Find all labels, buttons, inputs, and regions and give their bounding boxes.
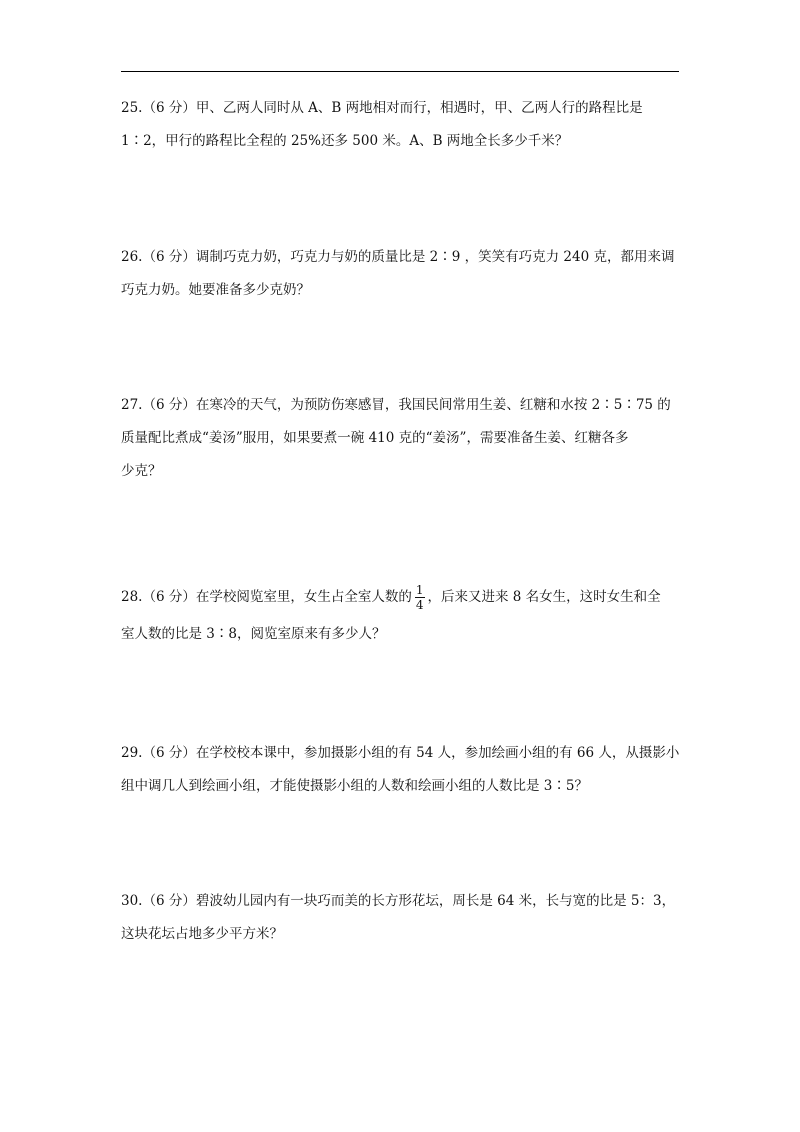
question-25-line-2: 1∶2，甲行的路程比全程的 25%还多 500 米。A、B 两地全长多少千米？: [121, 133, 569, 149]
question-29-line-2: 组中调几人到绘画小组，才能使摄影小组的人数和绘画小组的人数比是 3∶5？: [121, 778, 588, 794]
question-28-line-2: 室人数的比是 3∶8，阅览室原来有多少人？: [121, 626, 386, 642]
question-27-line-1: 27.（6 分）在寒冷的天气，为预防伤寒感冒，我国民间常用生姜、红糖和水按 2∶5∶75 的: [121, 397, 671, 413]
question-28-text-before-fraction: 28.（6 分）在学校阅览室里，女生占全室人数的: [121, 589, 412, 605]
question-26-line-1: 26.（6 分）调制巧克力奶，巧克力与奶的质量比是 2∶9 ，笑笑有巧克力 240 克，都用来调: [121, 249, 675, 265]
question-27-line-3: 少克？: [121, 463, 162, 479]
fraction-denominator: 4: [415, 598, 424, 612]
question-30-line-2: 这块花坛占地多少平方米？: [121, 926, 283, 942]
question-29-line-1: 29.（6 分）在学校校本课中，参加摄影小组的有 54 人，参加绘画小组的有 66 人，从摄影小: [121, 745, 680, 761]
fraction-numerator: 1: [415, 583, 424, 597]
question-28-line-1: [121, 583, 661, 612]
header-rule: [121, 71, 679, 72]
question-25-line-1: 25.（6 分）甲、乙两人同时从 A、B 两地相对而行，相遇时，甲、乙两人行的路程比是: [121, 100, 643, 116]
question-28-text-after-fraction: ，后来又进来 8 名女生，这时女生和全: [427, 589, 661, 605]
question-26-line-2: 巧克力奶。她要准备多少克奶？: [121, 282, 310, 298]
question-30-line-1: 30.（6 分）碧波幼儿园内有一块巧而美的长方形花坛，周长是 64 米，长与宽的比是 5：3，: [121, 893, 676, 909]
fraction-one-quarter: [415, 583, 425, 612]
question-27-line-2: 质量配比煮成“姜汤”服用，如果要煮一碗 410 克的“姜汤”，需要准备生姜、红糖各多: [121, 430, 629, 446]
